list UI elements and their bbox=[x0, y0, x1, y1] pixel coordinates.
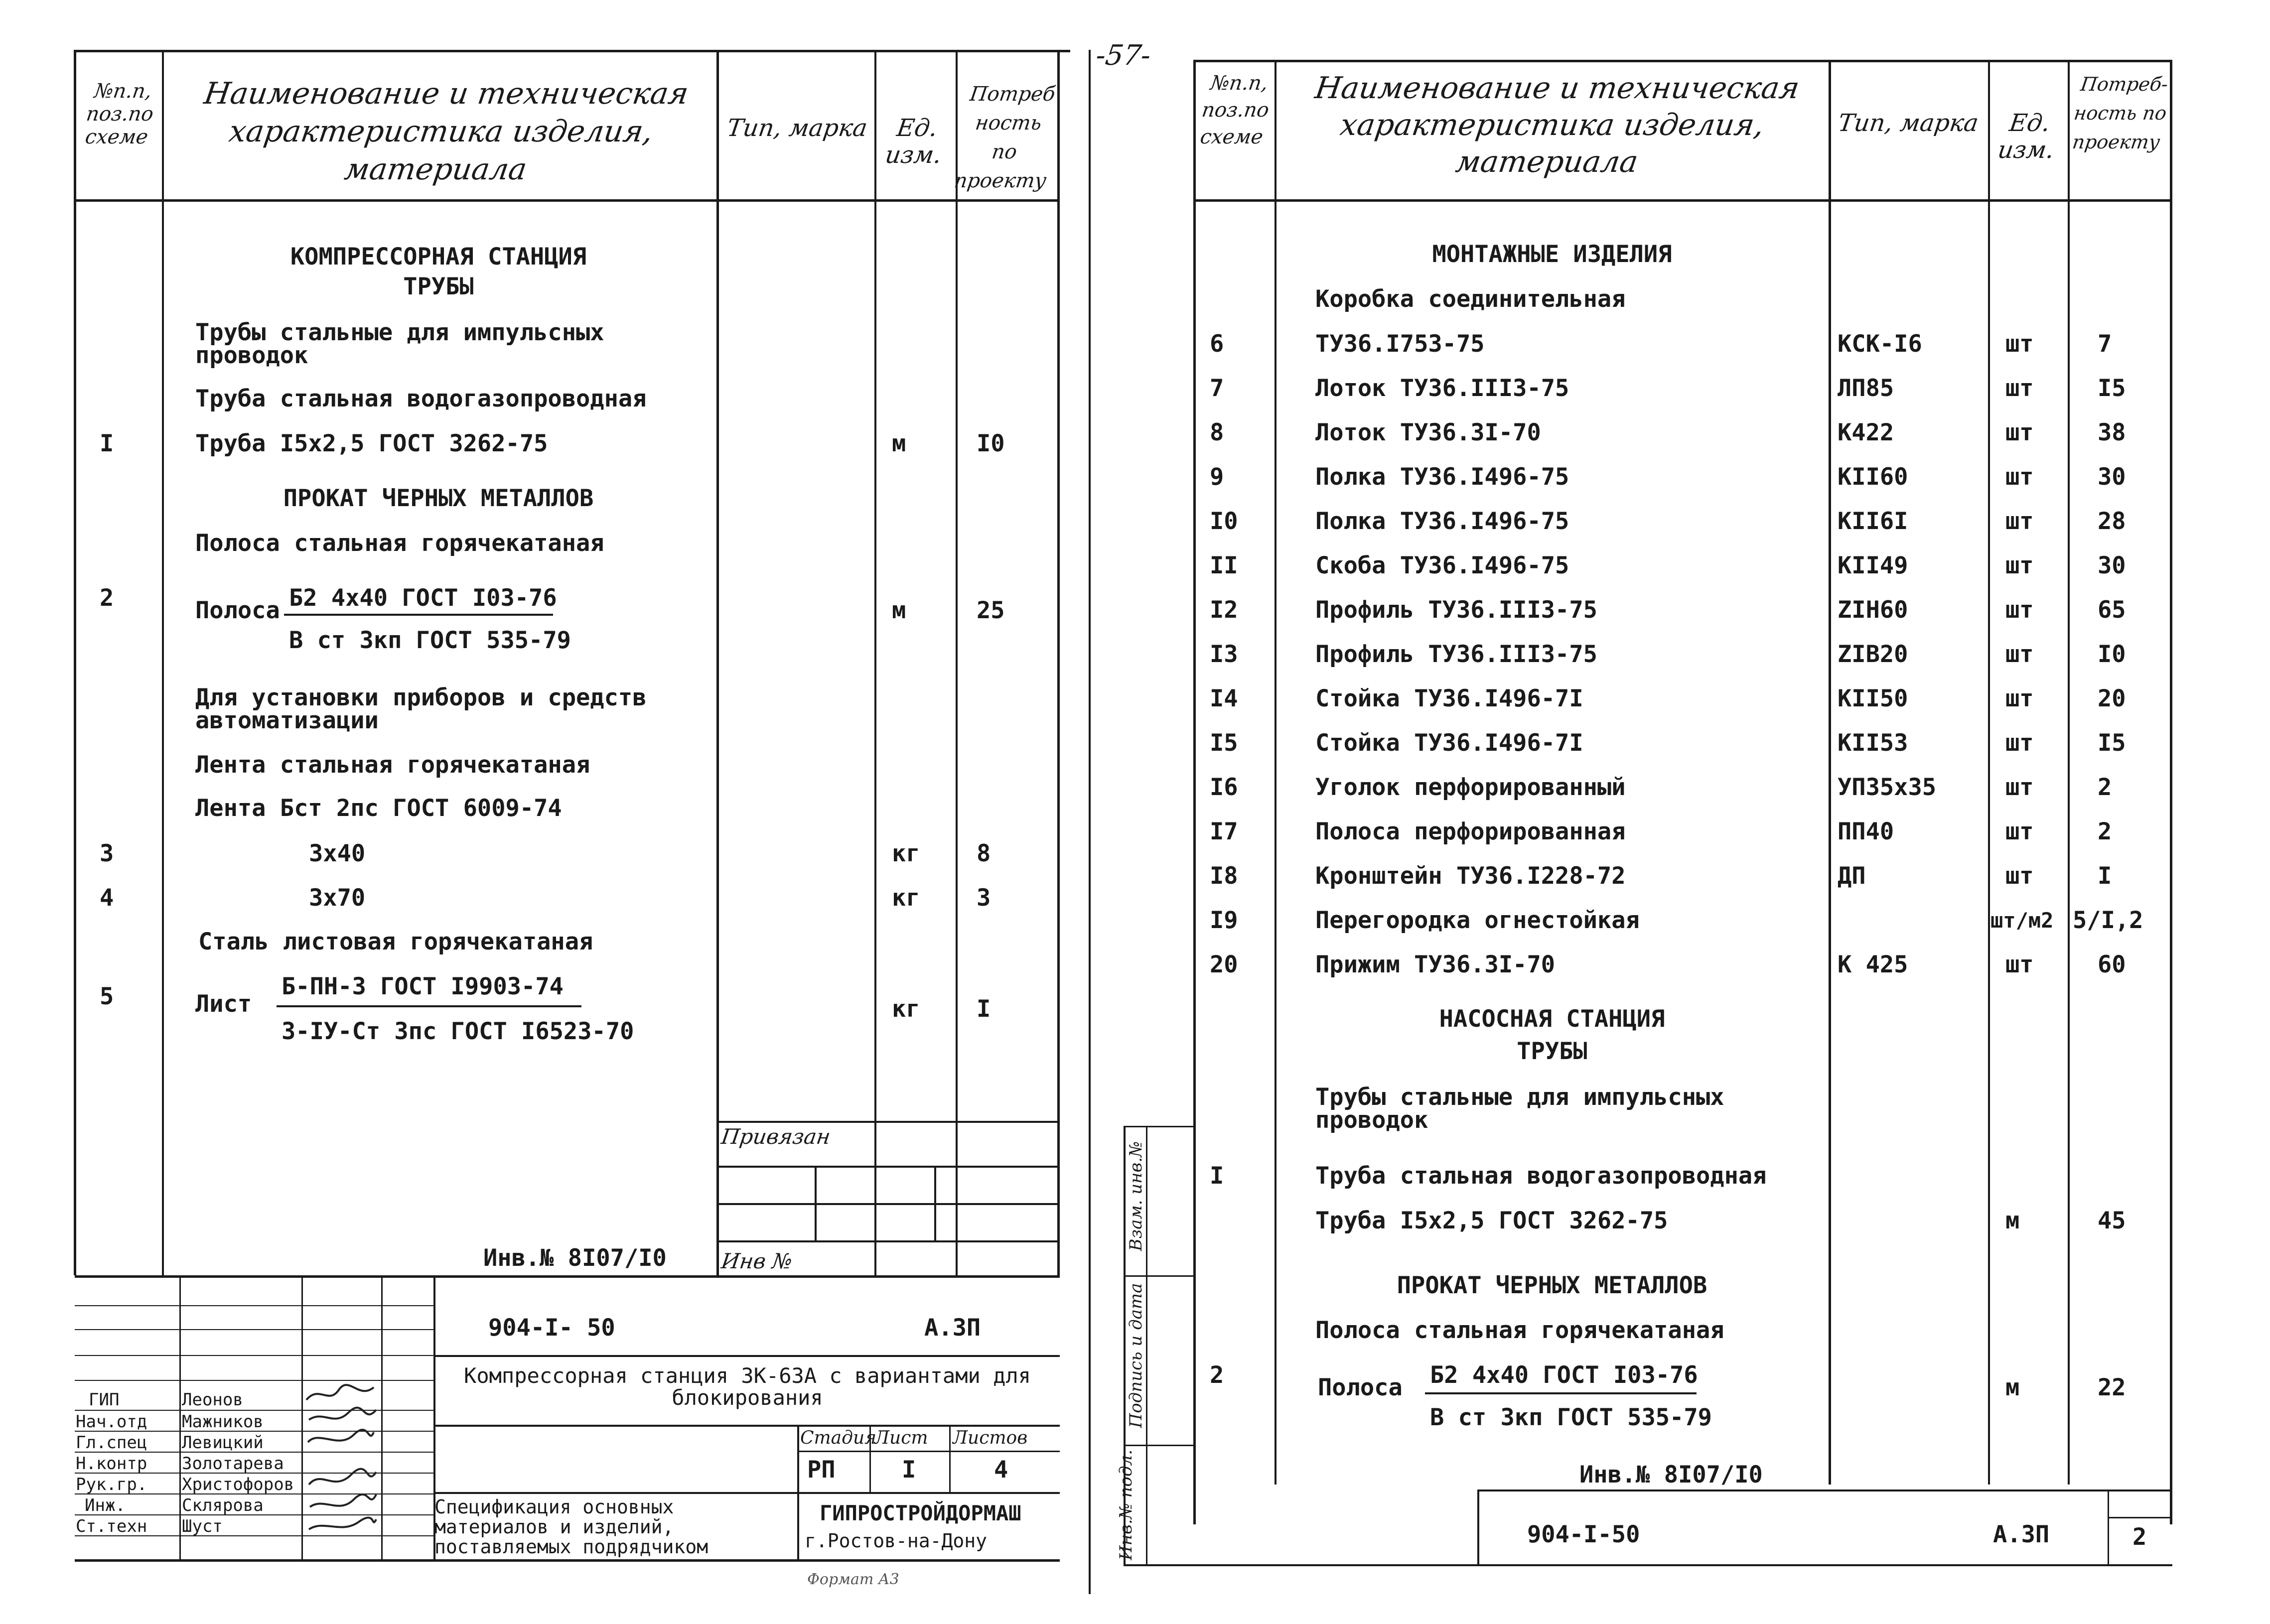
row-qty: 22 bbox=[2098, 1374, 2126, 1401]
row-type: ЛП85 bbox=[1838, 375, 1894, 402]
person-name: Шуст bbox=[182, 1516, 223, 1536]
row-name: Стойка ТУ36.I496-7I bbox=[1315, 729, 1583, 757]
row-qty: 2 bbox=[2098, 774, 2112, 801]
row-type: ДП bbox=[1838, 862, 1866, 890]
list-item: Труба I5x2,5 ГОСТ 3262-75 bbox=[195, 430, 548, 457]
row-type: КII50 bbox=[1838, 685, 1908, 712]
row-type: КII60 bbox=[1838, 463, 1908, 491]
header-num: №п.п, поз.по схеме bbox=[1198, 72, 1271, 148]
row-qty: 45 bbox=[2098, 1207, 2126, 1234]
section-title: НАСОСНАЯ СТАНЦИЯ bbox=[1439, 1005, 1665, 1033]
row-number: 20 bbox=[1210, 951, 1238, 978]
person-name: Христофоров bbox=[182, 1475, 294, 1494]
row-number: I2 bbox=[1210, 596, 1238, 624]
row-qty: 30 bbox=[2098, 552, 2126, 579]
role-label: Рук.гр. bbox=[76, 1475, 147, 1494]
section-title: КОМПРЕССОРНАЯ СТАНЦИЯ bbox=[290, 243, 587, 271]
person-name: Мажников bbox=[182, 1412, 264, 1432]
header-type: Тип, марка bbox=[725, 114, 869, 142]
list-item: ПРОКАТ ЧЕРНЫХ МЕТАЛЛОВ bbox=[283, 485, 594, 512]
row-qty: 3 bbox=[977, 884, 991, 912]
row-name: Перегородка огнестойкая bbox=[1315, 907, 1640, 934]
row-qty: I5 bbox=[2098, 729, 2126, 757]
role-label: Нач.отд bbox=[76, 1412, 147, 1432]
stamp-sheet: 2 bbox=[2132, 1523, 2147, 1551]
section-subtitle: ТРУБЫ bbox=[403, 273, 474, 300]
row-qty: 7 bbox=[2098, 330, 2112, 358]
format-label: Формат А3 bbox=[807, 1571, 899, 1588]
row-unit: шт bbox=[2005, 641, 2034, 668]
stamp-code: 904-I-50 bbox=[1527, 1521, 1640, 1548]
sheet-label: Лист bbox=[874, 1428, 928, 1448]
fraction-numerator: Б2 4x40 ГОСТ I03-76 bbox=[289, 584, 557, 612]
row-unit: шт/м2 bbox=[1990, 908, 2054, 933]
row-qty: 2 bbox=[2098, 818, 2112, 845]
row-qty: 20 bbox=[2098, 685, 2126, 712]
row-number: 3 bbox=[100, 840, 114, 867]
row-name: Лоток ТУ36.III3-75 bbox=[1315, 375, 1569, 402]
header-num: №п.п, поз.по схеме bbox=[84, 80, 155, 148]
row-type: КСК-I6 bbox=[1838, 330, 1922, 358]
row-qty: 60 bbox=[2098, 951, 2126, 978]
side-label-podl: Инв.№ подл. bbox=[1116, 1450, 1136, 1560]
row-qty: I bbox=[977, 995, 991, 1023]
list-item: 3x40 bbox=[309, 840, 366, 867]
spec-title: Спецификация основных материалов и изделий, поставляемых подрядчиком bbox=[434, 1496, 709, 1558]
row-name: Скоба ТУ36.I496-75 bbox=[1315, 552, 1569, 579]
row-type: УП35x35 bbox=[1838, 774, 1937, 801]
row-unit: шт bbox=[2005, 463, 2034, 491]
fraction-denominator: В ст 3кп ГОСТ 535-79 bbox=[1430, 1404, 1712, 1431]
org-city: г.Ростов-на-Дону bbox=[805, 1530, 988, 1552]
row-number: II bbox=[1210, 552, 1238, 579]
row-unit: шт bbox=[2005, 729, 2034, 757]
header-type: Тип, марка bbox=[1836, 109, 1981, 137]
list-item: Трубы стальные для импульсных проводок bbox=[195, 319, 604, 369]
row-qty: I0 bbox=[977, 430, 1005, 457]
list-item: Трубы стальные для импульсных проводок bbox=[1315, 1083, 1724, 1134]
person-name: Золотарева bbox=[182, 1454, 284, 1474]
row-qty: 65 bbox=[2098, 596, 2126, 624]
list-item: Лента стальная горячекатаная bbox=[195, 751, 590, 779]
row-number: 6 bbox=[1210, 330, 1224, 358]
list-item: Труба стальная водогазопроводная bbox=[1315, 1162, 1767, 1190]
row-unit: кг bbox=[892, 840, 920, 867]
row-number: 2 bbox=[1210, 1361, 1224, 1389]
row-qty: 30 bbox=[2098, 463, 2126, 491]
row-unit: шт bbox=[2005, 862, 2034, 890]
person-name: Левицкий bbox=[182, 1433, 264, 1453]
row-unit: шт bbox=[2005, 774, 2034, 801]
list-item: Полоса стальная горячекатаная bbox=[195, 530, 604, 557]
row-type: ZIB20 bbox=[1838, 641, 1908, 668]
org-name: ГИПРОСТРОЙДОРМАШ bbox=[820, 1501, 1021, 1525]
person-name: Леонов bbox=[182, 1390, 243, 1410]
row-name: Профиль ТУ36.III3-75 bbox=[1315, 641, 1597, 668]
row-unit: шт bbox=[2005, 818, 2034, 845]
row-number: I5 bbox=[1210, 729, 1238, 757]
role-label: Инж. bbox=[85, 1495, 126, 1515]
side-label-podpis: Подпись и дата bbox=[1126, 1283, 1146, 1428]
list-item: Сталь листовая горячекатаная bbox=[198, 928, 593, 955]
row-name: Полка ТУ36.I496-75 bbox=[1315, 463, 1569, 491]
row-qty: 28 bbox=[2098, 508, 2126, 535]
row-name: Профиль ТУ36.III3-75 bbox=[1315, 596, 1597, 624]
list-item: Полоса bbox=[195, 597, 280, 624]
list-item: Труба стальная водогазопроводная bbox=[195, 385, 647, 412]
role-label: Ст.техн bbox=[76, 1516, 147, 1536]
sheet-value: I bbox=[902, 1456, 916, 1484]
row-type: К 425 bbox=[1838, 951, 1908, 978]
row-unit: шт bbox=[2005, 685, 2034, 712]
list-item: Коробка соединительная bbox=[1315, 285, 1626, 313]
row-unit: кг bbox=[892, 884, 920, 912]
stamp-code-right: А.3П bbox=[1993, 1521, 2050, 1548]
stamp-code: 904-I- 50 bbox=[488, 1314, 615, 1342]
row-qty: 38 bbox=[2098, 419, 2126, 446]
header-unit: Ед. изм. bbox=[883, 114, 944, 169]
role-label: Гл.спец bbox=[76, 1433, 147, 1453]
row-type: КII53 bbox=[1838, 729, 1908, 757]
row-type: КII49 bbox=[1838, 552, 1908, 579]
role-label: ГИП bbox=[89, 1390, 120, 1410]
list-item: Лист bbox=[195, 990, 252, 1018]
fraction-denominator: 3-IУ-Ст 3пс ГОСТ I6523-70 bbox=[282, 1018, 634, 1045]
row-unit: шт bbox=[2005, 596, 2034, 624]
stage-value: РП bbox=[807, 1456, 836, 1484]
header-qty: Потреб ность по проекту bbox=[953, 83, 1057, 192]
sheets-label: Листов bbox=[953, 1428, 1028, 1448]
section-title: МОНТАЖНЫЕ ИЗДЕЛИЯ bbox=[1432, 241, 1672, 268]
row-unit: м bbox=[892, 597, 906, 624]
row-number: 5 bbox=[100, 983, 114, 1010]
list-item: ПРОКАТ ЧЕРНЫХ МЕТАЛЛОВ bbox=[1397, 1272, 1707, 1299]
row-name: Прижим ТУ36.3I-70 bbox=[1315, 951, 1556, 978]
list-item: Для установки приборов и средств автоматизации bbox=[195, 684, 647, 734]
stamp-code-right: А.3П bbox=[924, 1314, 981, 1342]
fraction-numerator: Б-ПН-3 ГОСТ I9903-74 bbox=[282, 973, 564, 1000]
row-number: 7 bbox=[1210, 375, 1224, 402]
row-number: 4 bbox=[100, 884, 114, 912]
inventory-number: Инв.№ 8I07/I0 bbox=[483, 1244, 667, 1272]
row-number: I0 bbox=[1210, 508, 1238, 535]
row-type: ZIH60 bbox=[1838, 596, 1908, 624]
row-qty: 5/I,2 bbox=[2073, 907, 2143, 934]
row-number: I3 bbox=[1210, 641, 1238, 668]
stage-label: Стадия bbox=[800, 1428, 876, 1448]
row-unit: шт bbox=[2005, 419, 2034, 446]
row-unit: шт bbox=[2005, 330, 2034, 358]
row-unit: шт bbox=[2005, 508, 2034, 535]
row-name: Кронштейн ТУ36.I228-72 bbox=[1315, 862, 1626, 890]
row-unit: кг bbox=[892, 995, 920, 1023]
row-number: I7 bbox=[1210, 818, 1238, 845]
header-qty: Потреб- ность по проекту bbox=[2071, 73, 2170, 153]
sheets-value: 4 bbox=[994, 1456, 1008, 1484]
row-unit: шт bbox=[2005, 552, 2034, 579]
row-number: I bbox=[1210, 1162, 1224, 1190]
header-name: Наименование и техническая характеристика изделия, материала bbox=[202, 76, 691, 187]
row-name: Уголок перфорированный bbox=[1315, 774, 1626, 801]
role-label: Н.контр bbox=[76, 1454, 147, 1474]
row-type: КII6I bbox=[1838, 508, 1908, 535]
row-number: 2 bbox=[100, 584, 114, 612]
row-name: Лоток ТУ36.3I-70 bbox=[1315, 419, 1541, 446]
row-type: ПП40 bbox=[1838, 818, 1894, 845]
row-unit: шт bbox=[2005, 951, 2034, 978]
row-type: К422 bbox=[1838, 419, 1894, 446]
signatures bbox=[304, 1380, 379, 1554]
list-item: Труба I5x2,5 ГОСТ 3262-75 bbox=[1315, 1207, 1668, 1234]
stamp-title: Компрессорная станция 3К-63А с вариантами для блокирования bbox=[464, 1363, 1031, 1410]
fraction-numerator: Б2 4x40 ГОСТ I03-76 bbox=[1430, 1361, 1698, 1389]
list-item: 3x70 bbox=[309, 884, 366, 912]
row-number: I6 bbox=[1210, 774, 1238, 801]
page-marker: -57- bbox=[1094, 39, 1153, 72]
row-number: 9 bbox=[1210, 463, 1224, 491]
row-unit: м bbox=[2005, 1207, 2020, 1234]
list-item: Полоса стальная горячекатаная bbox=[1315, 1317, 1724, 1344]
row-unit: м bbox=[2005, 1374, 2020, 1401]
row-unit: шт bbox=[2005, 375, 2034, 402]
side-label-vzam: Взам. инв.№ bbox=[1126, 1141, 1146, 1251]
row-number: I9 bbox=[1210, 907, 1238, 934]
row-name: ТУ36.I753-75 bbox=[1315, 330, 1485, 358]
row-name: Полоса перфорированная bbox=[1315, 818, 1626, 845]
list-item: Полоса bbox=[1318, 1374, 1403, 1401]
header-unit: Ед. изм. bbox=[1996, 109, 2056, 164]
row-number: I4 bbox=[1210, 685, 1238, 712]
row-number: 8 bbox=[1210, 419, 1224, 446]
row-qty: 8 bbox=[977, 840, 991, 867]
row-number: I8 bbox=[1210, 862, 1238, 890]
row-qty: I5 bbox=[2098, 375, 2126, 402]
row-qty: I bbox=[2098, 862, 2112, 890]
row-unit: м bbox=[892, 430, 906, 457]
fraction-denominator: В ст 3кп ГОСТ 535-79 bbox=[289, 627, 571, 654]
row-name: Стойка ТУ36.I496-7I bbox=[1315, 685, 1583, 712]
person-name: Склярова bbox=[182, 1495, 264, 1515]
header-name: Наименование и техническая характеристика изделия, материала bbox=[1312, 71, 1802, 179]
list-item: Лента Бст 2пс ГОСТ 6009-74 bbox=[195, 795, 562, 822]
row-qty: 25 bbox=[977, 597, 1005, 624]
inv-no-label: Инв № bbox=[719, 1249, 794, 1273]
privyazan-label: Привязан bbox=[719, 1124, 832, 1149]
inventory-number: Инв.№ 8I07/I0 bbox=[1579, 1461, 1763, 1489]
row-name: Полка ТУ36.I496-75 bbox=[1315, 508, 1569, 535]
section-subtitle: ТРУБЫ bbox=[1517, 1038, 1587, 1065]
row-number: I bbox=[100, 430, 114, 457]
row-qty: I0 bbox=[2098, 641, 2126, 668]
